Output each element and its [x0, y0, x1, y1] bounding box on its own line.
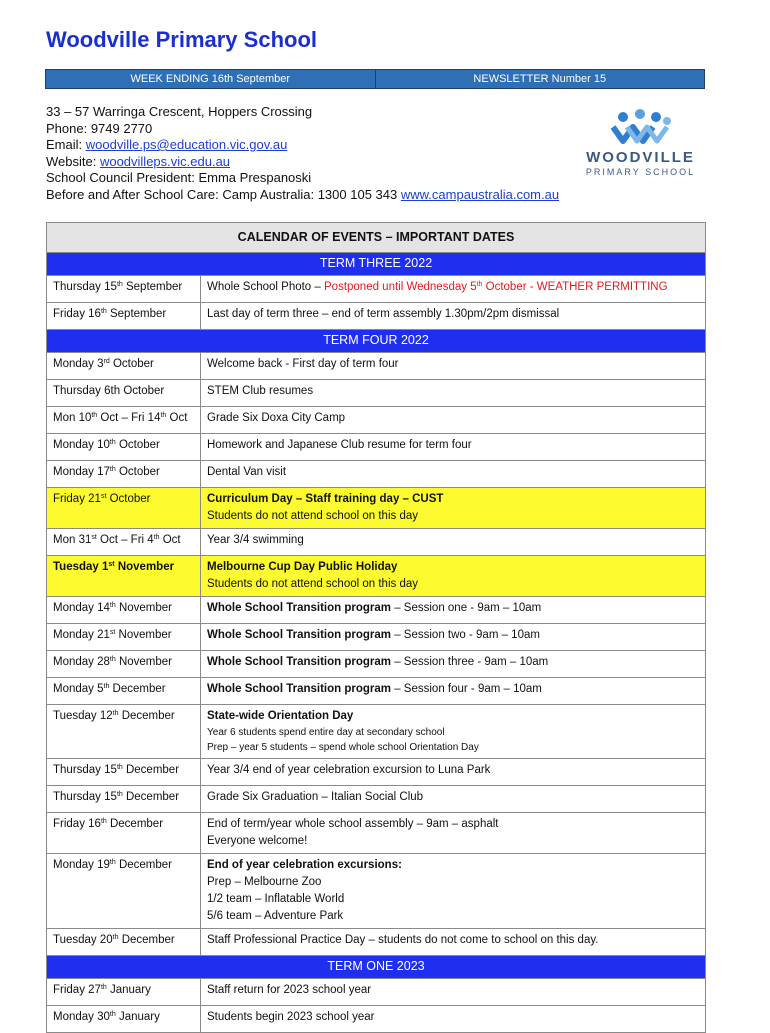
table-row [47, 597, 706, 624]
event-description: Year 3/4 end of year celebration excursion to Luna Park [201, 759, 706, 786]
event-description: Last day of term three – end of term assembly 1.30pm/2pm dismissal [201, 303, 706, 330]
event-description: Whole School Transition program – Session four - 9am – 10am [201, 678, 706, 705]
event-date: Monday 17th October [47, 461, 201, 488]
event-description: Whole School Transition program – Session one - 9am – 10am [201, 597, 706, 624]
website-link[interactable]: woodvilleps.vic.edu.au [99, 153, 231, 169]
event-date: Thursday 6th October [47, 380, 201, 407]
calendar-heading: CALENDAR OF EVENTS – IMPORTANT DATES [47, 223, 706, 253]
table-row [47, 380, 706, 407]
table-row [47, 529, 706, 556]
event-date: Mon 31st Oct – Fri 4th Oct [47, 529, 201, 556]
logo-wordmark: WOODVILLE [586, 149, 695, 166]
event-date: Monday 21st November [47, 624, 201, 651]
term-three-heading: TERM THREE 2022 [47, 253, 706, 276]
event-date: Thursday 15th December [47, 759, 201, 786]
table-row [47, 979, 706, 1006]
table-row [47, 624, 706, 651]
event-date: Monday 10th October [47, 434, 201, 461]
event-date: Monday 5th December [47, 678, 201, 705]
table-row-highlighted [47, 488, 706, 529]
event-description: Whole School Transition program – Session three - 9am – 10am [201, 651, 706, 678]
contact-block [46, 104, 559, 203]
event-date: Thursday 15th December [47, 786, 201, 813]
event-description: State-wide Orientation Day Year 6 students spend entire day at secondary school Prep – year 5 students – spend whole school Orientation Day [201, 705, 706, 759]
school-title: Woodville Primary School [46, 27, 317, 52]
school-care-line: Before and After School Care: Camp Australia: 1300 105 343 www.campaustralia.com.au [46, 186, 560, 202]
event-date: Friday 16th September [47, 303, 201, 330]
table-row [47, 759, 706, 786]
event-description: Year 3/4 swimming [201, 529, 706, 556]
term-one-heading: TERM ONE 2023 [47, 956, 706, 979]
event-description: STEM Club resumes [201, 380, 706, 407]
event-date: Monday 28th November [47, 651, 201, 678]
table-row [47, 461, 706, 488]
table-row [47, 786, 706, 813]
camp-australia-link[interactable]: www.campaustralia.com.au [400, 186, 560, 202]
event-description: Homework and Japanese Club resume for term four [201, 434, 706, 461]
event-description: End of year celebration excursions: Prep – Melbourne Zoo 1/2 team – Inflatable World 5/6 team – Adventure Park [201, 854, 706, 929]
calendar-of-events-table [46, 222, 706, 1033]
term-four-heading: TERM FOUR 2022 [47, 330, 706, 353]
email-line: Email: woodville.ps@education.vic.gov.au [46, 137, 288, 152]
email-link[interactable]: woodville.ps@education.vic.gov.au [85, 137, 288, 152]
table-row [47, 1006, 706, 1033]
table-row [47, 353, 706, 380]
event-date: Mon 10th Oct – Fri 14th Oct [47, 407, 201, 434]
event-description: Staff Professional Practice Day – students do not come to school on this day. [201, 929, 706, 956]
event-date: Friday 16th December [47, 813, 201, 854]
phone: Phone: 9749 2770 [46, 120, 153, 136]
table-row [47, 434, 706, 461]
event-description: Welcome back - First day of term four [201, 353, 706, 380]
event-description: Curriculum Day – Staff training day – CUST Students do not attend school on this day [201, 488, 706, 529]
event-description: Melbourne Cup Day Public Holiday Students do not attend school on this day [201, 556, 706, 597]
event-date: Thursday 15th September [47, 276, 201, 303]
event-date: Friday 27th January [47, 979, 201, 1006]
newsletter-number: NEWSLETTER Number 15 [376, 70, 705, 88]
event-date: Friday 21st October [47, 488, 201, 529]
event-description: Whole School Photo – Postponed until Wednesday 5th October - WEATHER PERMITTING [201, 276, 706, 303]
table-row [47, 407, 706, 434]
newsletter-header-bar [45, 69, 705, 89]
event-description: Grade Six Graduation – Italian Social Club [201, 786, 706, 813]
table-row [47, 705, 706, 759]
table-row [47, 813, 706, 854]
table-row [47, 303, 706, 330]
woodville-logo [583, 105, 698, 180]
event-date: Monday 19th December [47, 854, 201, 929]
table-row-highlighted [47, 556, 706, 597]
table-row [47, 929, 706, 956]
event-date: Tuesday 1st November [47, 556, 201, 597]
event-description: Staff return for 2023 school year [201, 979, 706, 1006]
table-row [47, 854, 706, 929]
event-date: Monday 3rd October [47, 353, 201, 380]
website-line: Website: woodvilleps.vic.edu.au [46, 153, 231, 169]
council-president: School Council President: Emma Prespanoski [46, 170, 312, 185]
event-description: Whole School Transition program – Session two - 9am – 10am [201, 624, 706, 651]
logo-subtitle: PRIMARY SCHOOL [585, 167, 696, 177]
table-row [47, 678, 706, 705]
table-row [47, 276, 706, 303]
event-date: Monday 30th January [47, 1006, 201, 1033]
event-date: Monday 14th November [47, 597, 201, 624]
event-description: End of term/year whole school assembly – 9am – asphalt Everyone welcome! [201, 813, 706, 854]
event-date: Tuesday 12th December [47, 705, 201, 759]
address: 33 – 57 Warringa Crescent, Hoppers Crossing [46, 104, 313, 119]
logo-figures-icon [583, 105, 698, 149]
event-description: Dental Van visit [201, 461, 706, 488]
week-ending-label: WEEK ENDING 16th September [46, 70, 376, 88]
event-date: Tuesday 20th December [47, 929, 201, 956]
event-description: Students begin 2023 school year [201, 1006, 706, 1033]
event-description: Grade Six Doxa City Camp [201, 407, 706, 434]
table-row [47, 651, 706, 678]
